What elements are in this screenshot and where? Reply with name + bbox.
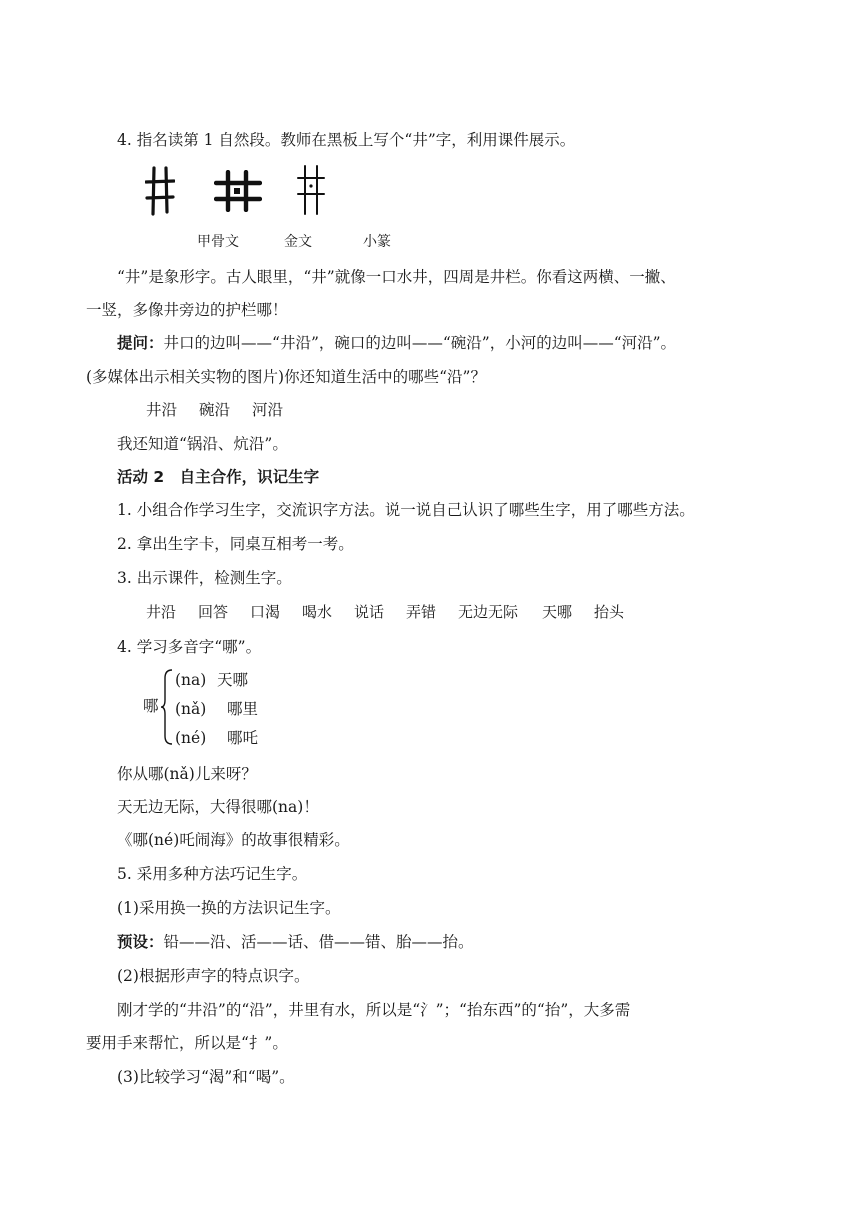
test-word: 井沿 [146,603,177,621]
activity2-heading: 活动 2 自主合作，识记生字 [117,468,320,486]
example-sentence-1: 你从哪(nǎ)儿来呀？ [117,765,257,783]
test-word: 说话 [354,603,385,621]
method-2-text-line1: 刚才学的“井沿”的“沿”，井里有水，所以是“氵”；“抬东西”的“抬”，大多需 [117,1001,631,1019]
yan-word: 河沿 [252,401,284,419]
example-sentence-2: 天无边无际，大得很哪(na)！ [117,798,319,816]
caption-seal-script: 小篆 [363,234,391,250]
step4-title: 4. 指名读第 1 自然段。教师在黑板上写个“井”字，利用课件展示。 [117,131,576,149]
question-text-line2: (多媒体出示相关实物的图片)你还知道生活中的哪些“沿”？ [86,368,486,386]
bronze-jing-glyph [214,170,262,212]
preset-paragraph [117,932,474,952]
yan-word-list [146,400,305,420]
polyphone-char: 哪 [143,697,159,715]
test-word: 喝水 [302,603,333,621]
question-label: 提问： [117,334,164,352]
test-word: 口渴 [250,603,281,621]
method-1: (1)采用换一换的方法识记生字。 [117,899,341,917]
question-text: 井口的边叫——“井沿”，碗口的边叫——“碗沿”，小河的边叫——“河沿”。 [163,334,677,352]
test-word: 天哪 [542,603,573,621]
reading-word: 哪吒 [227,729,259,747]
yan-word: 井沿 [146,401,178,419]
pinyin: (né) [175,729,207,747]
polyphone-reading-row [175,699,258,719]
oracle-bone-jing-glyph [145,166,175,216]
polyphone-reading-row [175,728,258,748]
test-word-list [146,602,634,622]
reading-word: 哪里 [227,700,259,718]
preset-label: 预设： [117,933,164,951]
question-paragraph [117,333,676,353]
method-2-text-line2: 要用手来帮忙，所以是“扌”。 [86,1034,288,1052]
method-3: (3)比较学习“渴”和“喝”。 [117,1068,295,1086]
jing-explain-line1: “井”是象形字。古人眼里，“井”就像一口水井，四周是井栏。你看这两横、一撇、 [117,268,676,286]
caption-bronze: 金文 [284,234,312,250]
method-2: (2)根据形声字的特点识字。 [117,967,310,985]
preset-text: 铅——沿、活——话、借——错、胎——抬。 [163,933,474,951]
test-word: 回答 [198,603,229,621]
polyphone-reading-row [175,670,248,690]
activity2-step5: 5. 采用多种方法巧记生字。 [117,865,308,883]
activity2-step1: 1. 小组合作学习生字，交流识字方法。说一说自己认识了哪些生字，用了哪些方法。 [117,501,695,519]
left-brace-icon [160,668,174,746]
activity2-step3: 3. 出示课件，检测生字。 [117,569,292,587]
reading-word: 天哪 [217,671,249,689]
also-know-line: 我还知道“锅沿、炕沿”。 [117,435,288,453]
test-word: 抬头 [594,603,625,621]
example-sentence-3: 《哪(né)吒闹海》的故事很精彩。 [117,831,350,849]
test-word: 弄错 [406,603,437,621]
seal-script-jing-glyph [296,164,326,216]
jing-explain-line2: 一竖，多像井旁边的护栏哪！ [86,301,288,319]
activity2-step2: 2. 拿出生字卡，同桌互相考一考。 [117,535,354,553]
activity2-step4: 4. 学习多音字“哪”。 [117,638,262,656]
pinyin: (na) [175,671,207,689]
caption-oracle-bone: 甲骨文 [197,234,239,250]
pinyin: (nǎ) [175,700,207,718]
yan-word: 碗沿 [199,401,231,419]
test-word: 无边无际 [458,603,519,621]
